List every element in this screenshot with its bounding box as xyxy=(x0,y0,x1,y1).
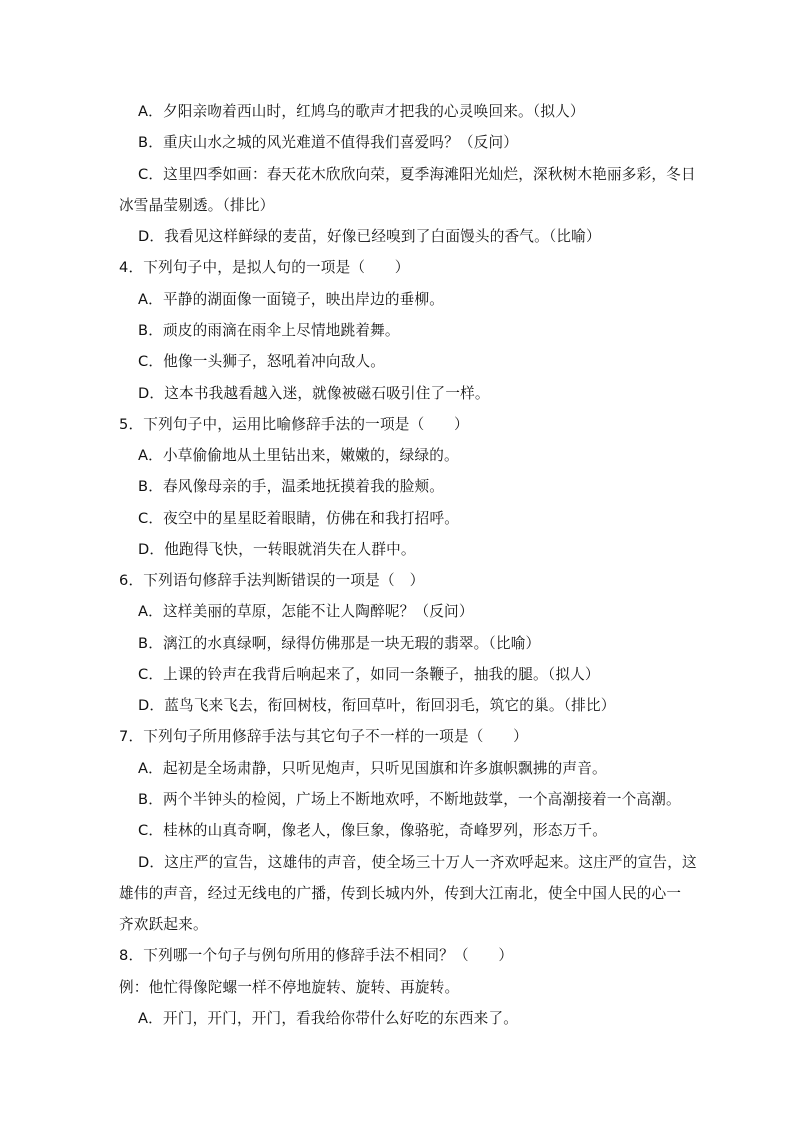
q7-option-a: A．起初是全场肃静，只听见炮声，只听见国旗和许多旗帜飘拂的声音。 xyxy=(138,760,607,777)
q8-example: 例：他忙得像陀螺一样不停地旋转、旋转、再旋转。 xyxy=(119,979,460,996)
question-5: 5．下列句子中，运用比喻修辞手法的一项是（ ） xyxy=(119,416,469,433)
q5-option-b: B．春风像母亲的手，温柔地抚摸着我的脸颊。 xyxy=(138,478,445,495)
question-8: 8．下列哪一个句子与例句所用的修辞手法不相同？（ ） xyxy=(119,947,514,964)
q3-option-c: C．这里四季如画：春天花木欣欣向荣，夏季海滩阳光灿烂，深秋树木艳丽多彩，冬日 xyxy=(138,166,696,183)
q7-option-c: C．桂林的山真奇啊，像老人，像巨象，像骆驼，奇峰罗列，形态万千。 xyxy=(138,822,607,839)
q4-option-b: B．顽皮的雨滴在雨伞上尽情地跳着舞。 xyxy=(138,322,400,339)
q5-option-a: A．小草偷偷地从土里钻出来，嫩嫩的，绿绿的。 xyxy=(138,447,459,464)
q7-option-d-continued-2: 齐欢跃起来。 xyxy=(119,916,208,933)
question-6: 6．下列语句修辞手法判断错误的一项是（ ） xyxy=(119,572,425,589)
question-7: 7．下列句子所用修辞手法与其它句子不一样的一项是（ ） xyxy=(119,728,528,745)
q4-option-a: A．平静的湖面像一面镜子，映出岸边的垂柳。 xyxy=(138,291,445,308)
q6-option-b: B．漓江的水真绿啊，绿得仿佛那是一块无瑕的翡翠。（比喻） xyxy=(138,635,541,652)
question-4: 4．下列句子中，是拟人句的一项是（ ） xyxy=(119,259,410,276)
q3-option-c-continued: 冰雪晶莹剔透。（排比） xyxy=(119,197,275,214)
q3-option-a: A．夕阳亲吻着西山时，红鸠乌的歌声才把我的心灵唤回来。（拟人） xyxy=(138,103,585,120)
q4-option-c: C．他像一头狮子，怒吼着冲向敌人。 xyxy=(138,353,386,370)
q6-option-c: C．上课的铃声在我背后响起来了，如同一条鞭子，抽我的腿。（拟人） xyxy=(138,666,600,683)
q4-option-d: D．这本书我越看越入迷，就像被磁石吸引住了一样。 xyxy=(138,385,490,402)
q6-option-d: D．蓝鸟飞来飞去，衔回树枝，衔回草叶，衔回羽毛，筑它的巢。（排比） xyxy=(138,697,616,714)
q6-option-a: A．这样美丽的草原，怎能不让人陶醉呢？（反问） xyxy=(138,603,474,620)
q3-option-b: B．重庆山水之城的风光难道不值得我们喜爱吗？（反问） xyxy=(138,134,519,151)
q7-option-d-continued: 雄伟的声音，经过无线电的广播，传到长城内外，传到大江南北，使全中国人民的心一 xyxy=(119,885,682,902)
q8-option-a: A．开门，开门，开门，看我给你带什么好吃的东西来了。 xyxy=(138,1010,519,1027)
q3-option-d: D．我看见这样鲜绿的麦苗，好像已经嗅到了白面馒头的香气。（比喻） xyxy=(138,228,601,245)
q7-option-b: B．两个半钟头的检阅，广场上不断地欢呼，不断地鼓掌，一个高潮接着一个高潮。 xyxy=(138,791,681,808)
q5-option-c: C．夜空中的星星眨着眼睛，仿佛在和我打招呼。 xyxy=(138,510,460,527)
q7-option-d: D．这庄严的宣告，这雄伟的声音，使全场三十万人一齐欢呼起来。这庄严的宣告，这 xyxy=(138,854,697,871)
q5-option-d: D．他跑得飞快，一转眼就消失在人群中。 xyxy=(138,541,416,558)
